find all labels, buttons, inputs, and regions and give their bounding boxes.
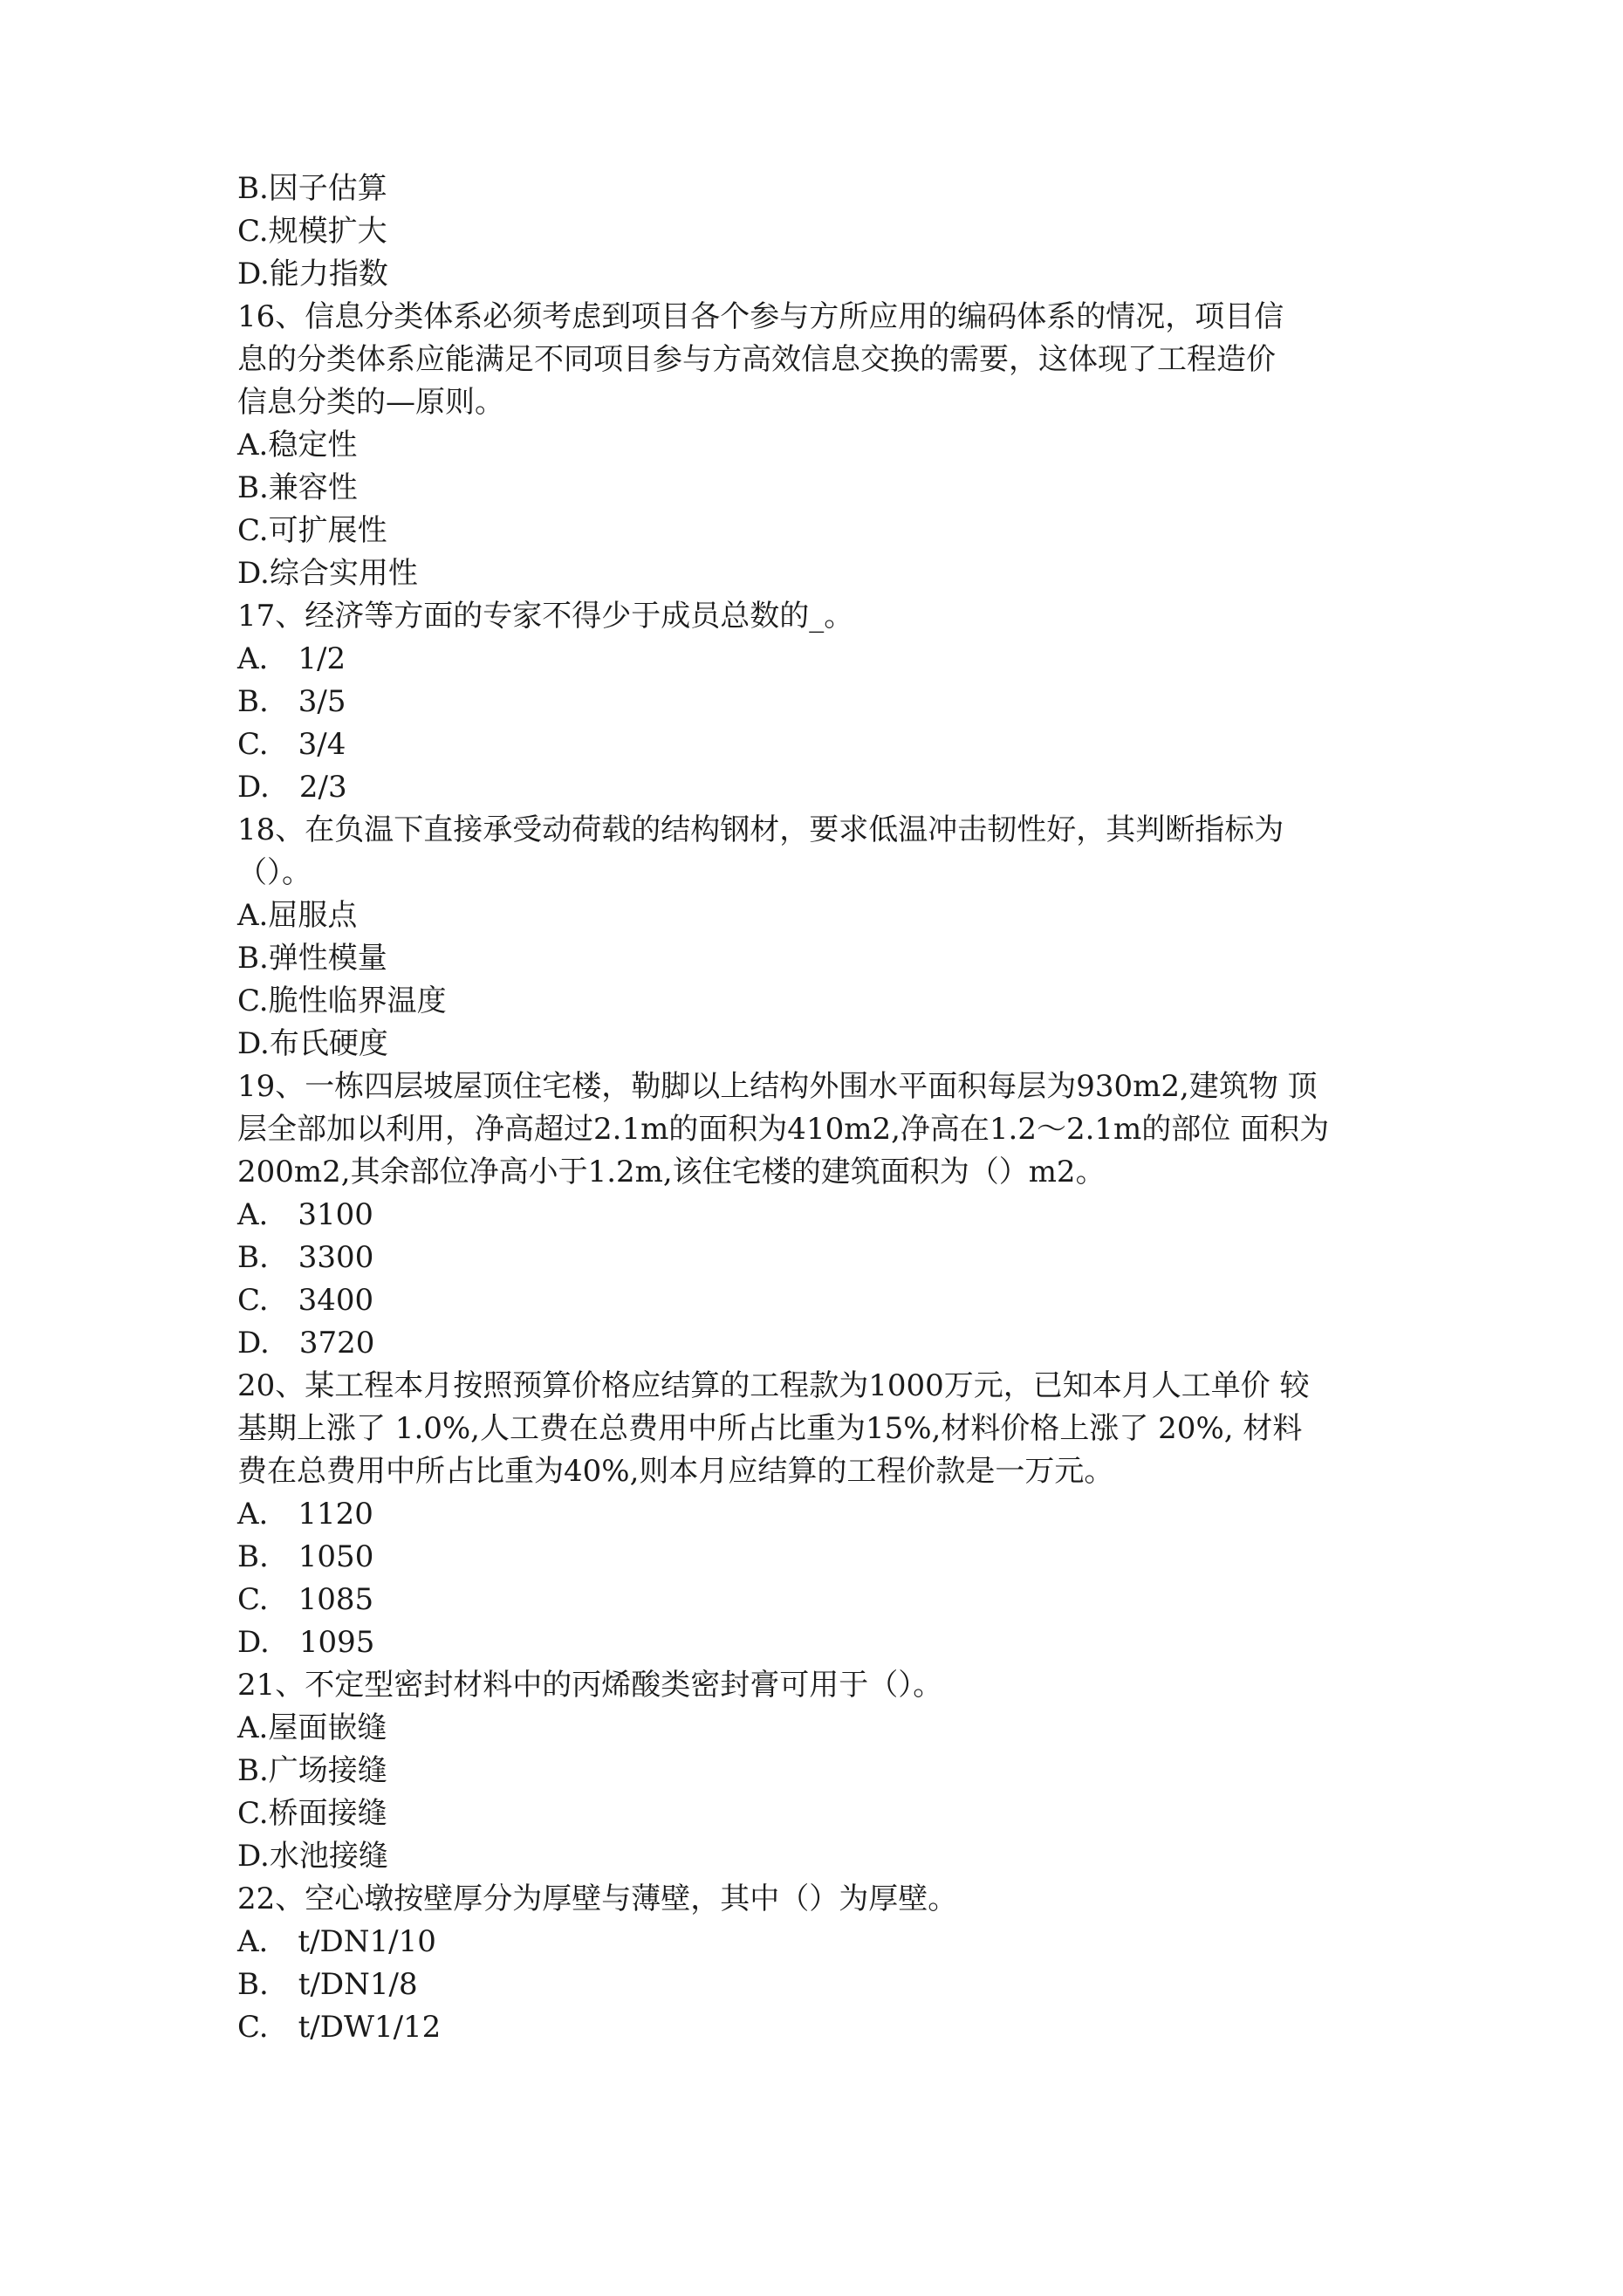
option-c: [237, 1279, 1407, 1322]
question-stem-line: 息的分类体系应能满足不同项目参与方高效信息交换的需要，这体现了工程造价: [237, 342, 1276, 377]
continued-options: [237, 168, 1407, 296]
option-text: 3300: [298, 1240, 374, 1275]
option-b: [237, 1536, 1407, 1579]
question-stem-line: 16、信息分类体系必须考虑到项目各个参与方所应用的编码体系的情况，项目信: [237, 299, 1284, 334]
option-text: t/DN1/8: [298, 1967, 418, 2002]
option-label: B.: [237, 1240, 269, 1275]
option-c: [237, 1579, 1407, 1621]
option-b: [237, 1750, 1407, 1792]
option-c: [237, 2006, 1407, 2049]
option-b: [237, 1964, 1407, 2006]
option-text: 3/4: [298, 727, 346, 762]
option-text: 屋面嵌缝: [268, 1710, 387, 1745]
option-label: C.: [237, 1796, 269, 1831]
option-label: A.: [237, 428, 269, 463]
question-stem-line: 22、空心墩按壁厚分为厚壁与薄壁，其中（）为厚壁。: [237, 1881, 958, 1916]
option-line: C.规模扩大: [237, 214, 387, 249]
option-text: 兼容性: [268, 470, 358, 505]
option-c: [237, 510, 1407, 552]
option-label: A.: [237, 1710, 269, 1745]
option-label: A.: [237, 1197, 269, 1232]
option-text: 1095: [298, 1625, 375, 1660]
option-label: C.: [237, 984, 269, 1018]
option-label: C.: [237, 513, 269, 548]
question-20: [237, 1365, 1407, 1664]
option-label: D.: [237, 1625, 270, 1660]
question-18: [237, 809, 1407, 1066]
question-stem-line: 18、在负温下直接承受动荷载的结构钢材，要求低温冲击韧性好，其判断指标为: [237, 812, 1284, 847]
option-b: [237, 937, 1407, 980]
option-label: A.: [237, 898, 269, 933]
option-text: 3720: [298, 1326, 375, 1360]
option-label: B.: [237, 1539, 269, 1574]
option-label: B.: [237, 1753, 269, 1788]
option-c: [237, 980, 1407, 1023]
option-text: 1120: [298, 1497, 373, 1532]
question-stem-line: 17、经济等方面的专家不得少于成员总数的_。: [237, 599, 854, 634]
question-21: [237, 1664, 1407, 1878]
option-d: [237, 552, 1407, 595]
question-stem-line: 信息分类的—原则。: [237, 385, 504, 420]
option-a: [237, 638, 1407, 681]
option-b: [237, 681, 1407, 723]
option-label: B.: [237, 470, 269, 505]
option-text: t/DW1/12: [298, 2010, 442, 2045]
option-text: 1/2: [298, 641, 346, 676]
option-text: 3/5: [298, 684, 346, 719]
option-label: A.: [237, 1497, 269, 1532]
option-a: [237, 1194, 1407, 1237]
option-label: D.: [237, 1326, 270, 1360]
option-b: [237, 467, 1407, 510]
option-label: D.: [237, 1839, 270, 1874]
question-stem-line: 费在总费用中所占比重为40%,则本月应结算的工程价款是一万元。: [237, 1454, 1114, 1489]
option-line: D.能力指数: [237, 257, 388, 291]
question-17: [237, 595, 1407, 809]
question-stem-line: 20、某工程本月按照预算价格应结算的工程款为1000万元，已知本月人工单价 较: [237, 1368, 1310, 1403]
question-stem-line: 19、一栋四层坡屋顶住宅楼，勒脚以上结构外围水平面积每层为930m2,建筑物 顶: [237, 1069, 1318, 1104]
option-text: 可扩展性: [268, 513, 387, 548]
option-text: 布氏硬度: [269, 1026, 388, 1061]
option-d: [237, 1322, 1407, 1365]
option-label: A.: [237, 1924, 269, 1959]
option-a: [237, 894, 1407, 937]
question-stem-line: 200m2,其余部位净高小于1.2m,该住宅楼的建筑面积为（）m2。: [237, 1155, 1106, 1189]
question-stem-line: （）。: [237, 855, 312, 890]
option-label: C.: [237, 2010, 269, 2045]
option-text: 稳定性: [268, 428, 358, 463]
option-text: 1085: [298, 1582, 374, 1617]
option-a: [237, 1921, 1407, 1964]
option-label: C.: [237, 1283, 269, 1318]
option-text: 2/3: [298, 770, 347, 805]
option-label: B.: [237, 941, 269, 976]
option-text: 屈服点: [268, 898, 358, 933]
option-a: [237, 1493, 1407, 1536]
option-b: [237, 1237, 1407, 1279]
option-text: 3100: [298, 1197, 373, 1232]
question-stem-line: 基期上涨了 1.0%,人工费在总费用中所占比重为15%,材料价格上涨了 20%, 材料: [237, 1411, 1303, 1446]
exam-content: [237, 168, 1407, 2049]
question-stem-line: 层全部加以利用，净高超过2.1m的面积为410m2,净高在1.2〜2.1m的部位 面积为: [237, 1112, 1330, 1147]
option-text: 桥面接缝: [268, 1796, 387, 1831]
option-d: [237, 1835, 1407, 1878]
option-a: [237, 424, 1407, 467]
option-text: 综合实用性: [269, 556, 418, 591]
option-label: B.: [237, 684, 269, 719]
option-label: D.: [237, 770, 270, 805]
option-label: C.: [237, 727, 269, 762]
option-text: 弹性模量: [268, 941, 387, 976]
option-label: C.: [237, 1582, 269, 1617]
question-stem-line: 21、不定型密封材料中的丙烯酸类密封膏可用于（）。: [237, 1668, 943, 1703]
option-label: B.: [237, 1967, 269, 2002]
option-text: 广场接缝: [268, 1753, 387, 1788]
question-16: [237, 296, 1407, 595]
option-c: [237, 723, 1407, 766]
option-text: 水池接缝: [269, 1839, 388, 1874]
option-a: [237, 1707, 1407, 1750]
option-label: D.: [237, 1026, 270, 1061]
option-line: B.因子估算: [237, 171, 387, 206]
option-text: t/DN1/10: [298, 1924, 436, 1959]
option-d: [237, 1023, 1407, 1066]
option-d: [237, 1621, 1407, 1664]
option-text: 脆性临界温度: [268, 984, 447, 1018]
option-label: A.: [237, 641, 269, 676]
option-d: [237, 766, 1407, 809]
question-19: [237, 1066, 1407, 1365]
option-text: 1050: [298, 1539, 374, 1574]
option-text: 3400: [298, 1283, 374, 1318]
option-c: [237, 1792, 1407, 1835]
option-label: D.: [237, 556, 270, 591]
question-22: [237, 1878, 1407, 2049]
